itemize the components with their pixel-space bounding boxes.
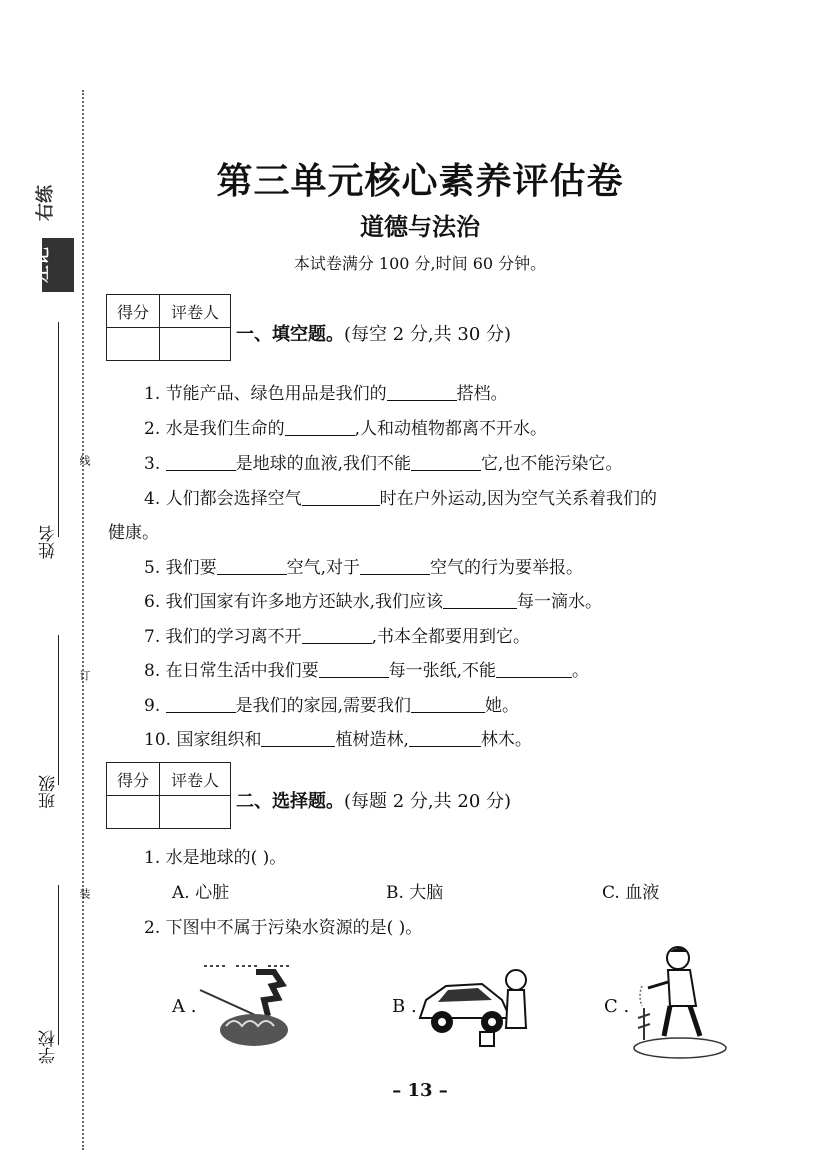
name-label: 姓名 [39, 525, 59, 559]
fill-question-7: 7. 我们的学习离不开 ,书本全都要用到它。 [144, 627, 531, 647]
picture-label-b[interactable]: B . [392, 996, 417, 1017]
answer-blank[interactable] [302, 487, 380, 506]
name-line [58, 322, 59, 537]
choice-question-2: 2. 下图中不属于污染水资源的是( )。 [144, 918, 423, 938]
option-c[interactable]: C. 血液 [602, 883, 660, 903]
fill-question-9: 9. 是我们的家园,需要我们 她。 [144, 696, 520, 716]
answer-blank[interactable] [443, 590, 517, 609]
school-label: 学校 [39, 1030, 59, 1064]
score-label: 得分 [107, 763, 160, 796]
answer-blank[interactable] [166, 452, 236, 471]
answer-blank[interactable] [411, 452, 481, 471]
option-a[interactable]: A. 心脏 [172, 883, 230, 903]
section2-note: (每题 2 分,共 20 分) [344, 791, 512, 812]
class-label: 班级 [39, 775, 59, 809]
page-number: – 13 – [392, 1080, 448, 1101]
picture-label-a[interactable]: A . [172, 996, 197, 1017]
answer-blank[interactable] [409, 728, 481, 747]
fill-question-4-cont: 健康。 [108, 523, 159, 543]
section1-heading [236, 320, 511, 346]
picture-label-c[interactable]: C . [604, 996, 630, 1017]
fill-question-2: 2. 水是我们生命的 ,人和动植物都离不开水。 [144, 419, 548, 439]
fill-question-5: 5. 我们要 空气,对于 空气的行为要举报。 [144, 558, 584, 578]
score-cell[interactable] [107, 796, 160, 829]
answer-blank[interactable] [387, 382, 457, 401]
factory-wastewater-image [196, 960, 308, 1050]
score-cell[interactable] [107, 328, 160, 361]
answer-blank[interactable] [302, 625, 372, 644]
answer-blank[interactable] [261, 728, 335, 747]
car-washing-image [416, 962, 534, 1050]
exam-title: 第三单元核心素养评估卷 [216, 161, 624, 202]
fill-question-1: 1. 节能产品、绿色用品是我们的 搭档。 [144, 384, 508, 404]
cut-mark-line: 线 [78, 455, 91, 466]
fill-question-10: 10. 国家组织和 植树造林, 林木。 [144, 730, 532, 750]
answer-blank[interactable] [166, 694, 236, 713]
grader-label: 评卷人 [160, 295, 231, 328]
answer-blank[interactable] [411, 694, 485, 713]
fill-question-4: 4. 人们都会选择空气 时在户外运动,因为空气关系着我们的 [144, 489, 658, 509]
answer-blank[interactable] [319, 659, 389, 678]
class-line [58, 635, 59, 785]
section2-title: 二、选择题。 [236, 791, 344, 812]
section1-title: 一、填空题。 [236, 324, 344, 345]
answer-blank[interactable] [496, 659, 572, 678]
answer-blank[interactable] [217, 556, 287, 575]
fill-question-8: 8. 在日常生活中我们要 每一张纸,不能 。 [144, 661, 590, 681]
grader-cell[interactable] [160, 328, 231, 361]
score-label: 得分 [107, 295, 160, 328]
section1-note: (每空 2 分,共 30 分) [344, 324, 512, 345]
section2-heading [236, 787, 511, 813]
cut-mark-staple: 订 [78, 670, 91, 681]
score-table-1 [106, 294, 231, 361]
score-table-2 [106, 762, 231, 829]
option-b[interactable]: B. 大脑 [386, 883, 444, 903]
watering-plants-image [630, 944, 730, 1060]
grader-label: 评卷人 [160, 763, 231, 796]
grader-cell[interactable] [160, 796, 231, 829]
fill-question-3: 3. 是地球的血液,我们不能 它,也不能污染它。 [144, 454, 623, 474]
cut-mark-bind: 装 [78, 888, 91, 899]
exam-instructions: 本试卷满分 100 分,时间 60 分钟。 [293, 254, 547, 273]
answer-blank[interactable] [285, 417, 355, 436]
subject-title: 道德与法治 [360, 213, 480, 241]
fill-question-6: 6. 我们国家有许多地方还缺水,我们应该 每一滴水。 [144, 592, 603, 612]
school-line [58, 885, 59, 1045]
binding-dotted-line [82, 90, 84, 1150]
answer-blank[interactable] [360, 556, 430, 575]
svg-text:右练: 右练 [35, 185, 56, 221]
choice-question-1: 1. 水是地球的( )。 [144, 848, 287, 868]
svg-text:左记: 左记 [31, 247, 52, 283]
